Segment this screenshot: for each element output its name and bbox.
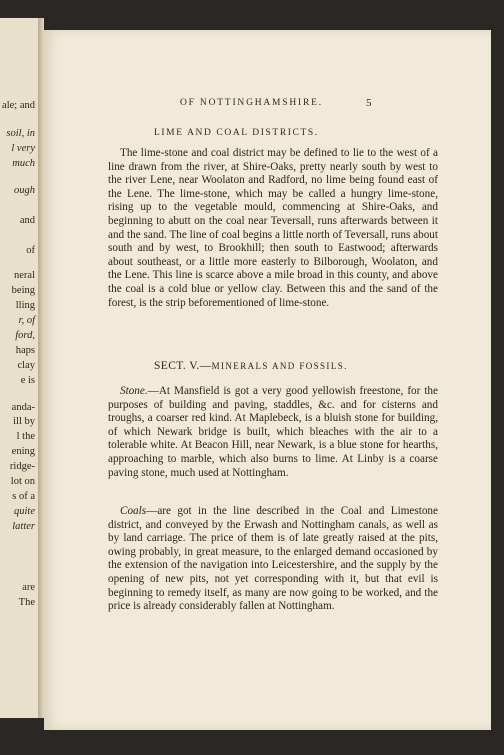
left-page-fragment: ill by bbox=[13, 416, 35, 427]
paragraph-body: —At Mansfield is got a very good yellowish freestone, for the purposes of building and paving, staddles, &c. and for cisterns and troughs, a coarser red kind. At Maplebeck, is a bluish stone for building, of which Newark bridge is built, which bleaches with the air to a tolerable white. At Beacon Hill, near Newark, is a blue stone for hearths, approaching to marble, which also burns to lime. At Linby is a coarse paving stone, much used at Nottingham. bbox=[108, 385, 438, 479]
left-page-fragment: ale; and bbox=[2, 100, 35, 111]
section-title: MINERALS AND FOSSILS. bbox=[211, 361, 348, 371]
left-page-fragment: haps bbox=[15, 345, 35, 356]
paragraph-text bbox=[108, 385, 438, 480]
left-page-fragment: latter bbox=[12, 521, 35, 532]
paragraph-coals bbox=[108, 505, 438, 614]
left-page-edge bbox=[0, 18, 39, 718]
paragraph-lead: Stone. bbox=[120, 385, 148, 397]
left-page-fragment: of bbox=[26, 245, 35, 256]
paragraph-stone bbox=[108, 385, 438, 480]
section-heading bbox=[154, 360, 348, 372]
district-subheading: LIME AND COAL DISTRICTS. bbox=[154, 128, 319, 138]
paragraph-text: The lime-stone and coal district may be defined to lie to the west of a line drawn from the river, at Shire-Oaks, pretty nearly south by west to the river Lene, near Woolaton and Radford, no lime being found east of the Lene. The lime-stone, which may be called a hungry lime-stone, rising up to the vegetable mould, commencing at Shire-Oaks, and beginning to abutt on the coal near Teversall, runs afterwards between it and the sand. The line of coal begins a little north of Teversall, runs about south and by west, to Brookhill; then south to Eastwood; afterwards about southeast, or a little more easterly to Bilborough, Woolaton, and the Lene. This line is scarce above a mile broad in this county, and above the coal is a cold blue or yellow clay. Between this and the sand of the forest, is the strip beforementioned of lime-stone. bbox=[108, 147, 438, 309]
left-page-fragment: l the bbox=[16, 431, 35, 442]
running-header: OF NOTTINGHAMSHIRE. bbox=[180, 98, 323, 108]
left-page-fragment: ening bbox=[11, 446, 35, 457]
left-page-fragment: e is bbox=[20, 375, 35, 386]
left-page-fragment: l very bbox=[11, 143, 35, 154]
left-page-fragment: much bbox=[12, 158, 35, 169]
left-page-fragment: anda- bbox=[11, 402, 35, 413]
left-page-fragment: The bbox=[18, 597, 35, 608]
left-page-fragment: neral bbox=[14, 270, 35, 281]
left-page-fragment: lling bbox=[15, 300, 35, 311]
left-page-fragment: being bbox=[11, 285, 35, 296]
left-page-fragment: clay bbox=[17, 360, 35, 371]
left-page-fragment: s of a bbox=[12, 491, 35, 502]
left-page-fragment: quite bbox=[14, 506, 35, 517]
section-number: SECT. V.— bbox=[154, 360, 212, 372]
left-page-fragment: are bbox=[22, 582, 35, 593]
book-page bbox=[44, 30, 491, 730]
paragraph-text bbox=[108, 505, 438, 614]
left-page-fragment: soil, in bbox=[6, 128, 35, 139]
paragraph-lead: Coals bbox=[120, 505, 147, 517]
left-page-fragment: ford, bbox=[15, 330, 35, 341]
paragraph-body: —are got in the line described in the Coal and Limestone district, and conveyed by the Erwash and Nottingham canals, as well as by land carriage. The price of them is of late greatly raised at the pits, owing probably, in great measure, to the enlarged demand occasioned by the extension of the navigation into Leicestershire, and the supply by the opening of new pits, not yet corresponding with it, but that evil is beginning to remedy itself, as many are now going to be worked, and the price is already considerably fallen at Nottingham. bbox=[108, 505, 438, 613]
paragraph-lime-coal bbox=[108, 147, 438, 310]
left-page-fragment: r, of bbox=[18, 315, 35, 326]
page-number: 5 bbox=[366, 97, 372, 109]
left-page-fragment: ridge- bbox=[9, 461, 35, 472]
left-page-fragment: and bbox=[19, 215, 35, 226]
left-page-fragment: lot on bbox=[10, 476, 35, 487]
left-page-fragment: ough bbox=[14, 185, 35, 196]
